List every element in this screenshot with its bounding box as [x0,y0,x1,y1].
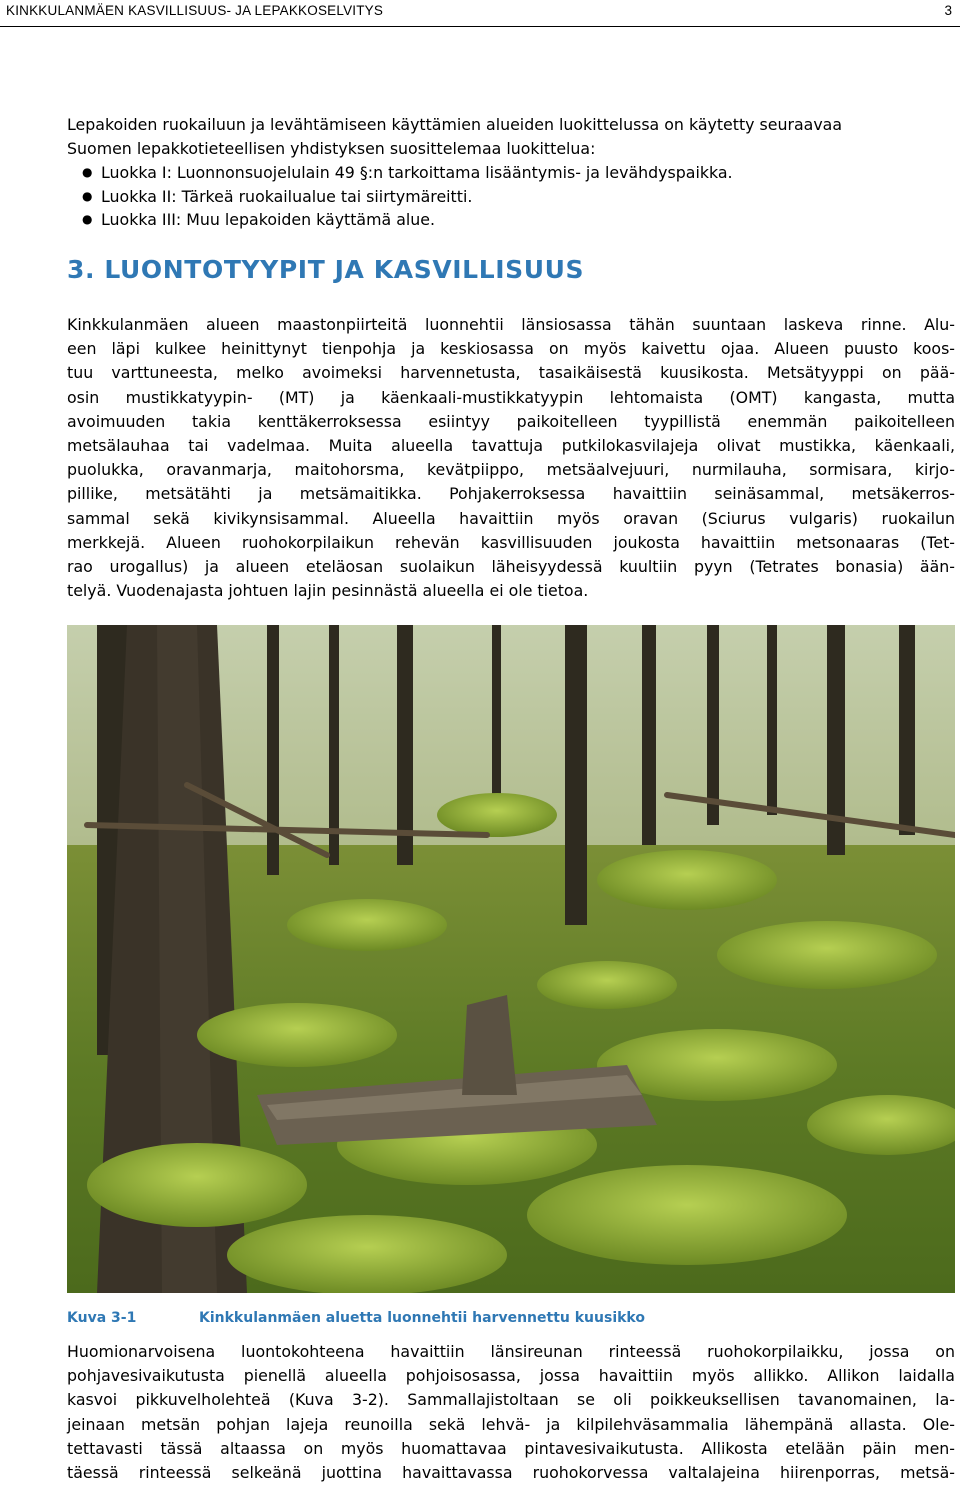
paragraph-line: metsälauhaa tai vadelmaa. Muita alueella tavattuja putkilokasvilajeja olivat mustikka, käenkaali, [67,436,955,456]
page-number: 3 [944,3,952,18]
list-item-text: Luokka I: Luonnonsuojelulain 49 §:n tarkoittama lisääntymis- ja levähdyspaikka. [101,163,733,182]
paragraph-line: avoimuuden takia kenttäkerroksessa esiintyy paikoitelleen tyypillistä enemmän paikoitelleen [67,411,955,431]
list-item [67,185,733,209]
caption-number: Kuva 3-1 [67,1310,137,1326]
list-item [67,208,733,232]
intro-paragraph [67,113,955,161]
list-item [67,161,733,185]
intro-line: Suomen lepakkotieteellisen yhdistyksen suosittelemaa luokittelua: [67,139,596,159]
paragraph-line: Huomionarvoisena luontokohteena havaittiin länsireunan rinteessä ruohokorpilaikku, jossa on [67,1342,955,1361]
paragraph-line: tettavasti tässä altaassa on myös huomattavaa pintavesivaikutusta. Allikosta etelään päin men- [67,1438,955,1458]
paragraph-line: kasvoi pikkuvelholehteä (Kuva 3-2). Sammallajistoltaan se oli poikkeuksellisen tavanomainen, la- [67,1390,955,1410]
closing-paragraph [67,1340,955,1485]
paragraph-line: telyä. Vuodenajasta johtuen lajin pesinnästä alueella ei ole tietoa. [67,581,589,601]
class-list [67,161,733,232]
paragraph-line: merkkejä. Alueen ruohokorpilaikun rehevän kasvillisuuden joukosta havaittiin metsonaaras (Tet- [67,532,955,552]
document-title: KINKKULANMÄEN KASVILLISUUS- JA LEPAKKOSELVITYS [6,3,384,18]
paragraph-line: osin mustikkatyypin- (MT) ja käenkaali-mustikkatyypin lehtomaista (OMT) kangasta, mutta [67,387,955,407]
section-heading: 3. LUONTOTYYPIT JA KASVILLISUUS [67,255,585,284]
figure-caption [67,1310,645,1326]
paragraph-line: tuu varttuneesta, melko avoimeksi harvennetusta, tasaikäisestä kuusikosta. Metsätyyppi on pää- [67,363,955,383]
list-item-text: Luokka III: Muu lepakoiden käyttämä alue. [101,210,436,230]
paragraph-line: täessä rinteessä selkeänä juottina havaittavassa ruohokorvessa valtalajeina hiirenporras, metsä- [67,1463,955,1483]
paragraph-line: Kinkkulanmäen alueen maastonpiirteitä luonnehtii länsiosassa tähän suuntaan laskeva rinne. Alu- [67,315,955,334]
forest-photo [67,625,955,1293]
paragraph-line: puolukka, oravanmarja, maitohorsma, kevätpiippo, metsäalvejuuri, nurmilauha, sormisara, kirjo- [67,460,955,480]
caption-text: Kinkkulanmäen aluetta luonnehtii harvennettu kuusikko [199,1310,645,1326]
bullet-icon: ● [82,188,93,203]
paragraph-line: sammal sekä kivikynsisammal. Alueella havaittiin myös oravan (Sciurus vulgaris) ruokailun [67,508,955,528]
paragraph-line: jeinaan metsän pohjan lajeja reunoilla sekä lehvä- ja kilpilehväsammalia lähempänä allasta. Ole- [67,1414,955,1434]
list-item-text: Luokka II: Tärkeä ruokailualue tai siirtymäreitti. [101,186,473,206]
bullet-icon: ● [82,165,93,179]
page-header [0,0,960,27]
paragraph-line: een läpi kulkee heinittynyt tienpohja ja keskiosassa on myös kaivettu ojaa. Alueen puusto koos- [67,339,955,359]
bullet-icon: ● [82,212,93,227]
paragraph-line: pillike, metsätähti ja metsämaitikka. Pohjakerroksessa havaittiin seinäsammal, metsäkerros- [67,484,955,504]
section-paragraph [67,313,955,603]
paragraph-line: pohjavesivaikutusta pienellä alueella pohjoisosassa, jossa havaittiin myös allikko. Allikon laidalla [67,1366,955,1386]
intro-line: Lepakoiden ruokailuun ja levähtämiseen käyttämien alueiden luokittelussa on käytetty seuraavaa [67,115,843,134]
paragraph-line: rao urogallus) ja alueen eteläosan suolaikun läheisyydessä kuultiin pyyn (Tetrates bonasia) ään- [67,557,955,577]
